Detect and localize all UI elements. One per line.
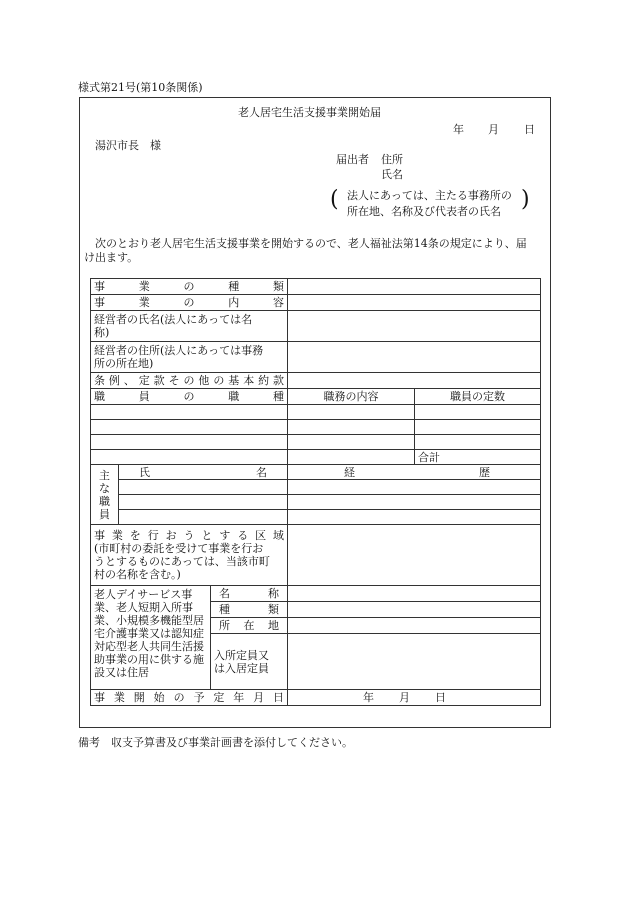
staff-quota-cell[interactable] <box>415 420 541 435</box>
staff-quota-cell[interactable] <box>415 405 541 420</box>
staff-total-label: 合計 <box>418 450 441 464</box>
facility-type-label: 種類 <box>211 602 288 618</box>
main-staff-char: な <box>99 481 110 495</box>
application-table <box>90 278 541 706</box>
articles-value[interactable] <box>288 373 541 389</box>
start-date-day: 日 <box>435 691 447 704</box>
capacity-value[interactable] <box>288 634 541 690</box>
form-title: 老人居宅生活支援事業開始届 <box>238 106 381 119</box>
operator-name-value[interactable] <box>288 311 541 342</box>
facility-line: 業、老人短期入所事 <box>94 601 193 614</box>
area-line3: うとするものにあっては、当該市町 <box>94 555 270 568</box>
operator-name-label <box>91 311 288 342</box>
facility-name-value[interactable] <box>288 586 541 602</box>
addressee: 湯沢市長 様 <box>95 139 161 152</box>
capacity-line2: は入居定員 <box>214 661 269 675</box>
bracket-left: ( <box>330 187 339 212</box>
facility-name-label: 名称 <box>211 586 288 602</box>
area-label <box>91 525 288 586</box>
date-month: 月 <box>488 123 499 136</box>
notifier-note-line1: 法人にあっては、主たる事務所の <box>347 189 512 202</box>
start-date-year: 年 <box>363 691 375 704</box>
main-staff-char: 主 <box>99 468 110 482</box>
facility-label <box>91 586 211 690</box>
facility-line: 設又は住居 <box>94 666 149 679</box>
notifier-address-label: 住所 <box>381 153 403 166</box>
capacity-label <box>211 634 288 690</box>
body-text-line2: け出ます。 <box>84 251 139 264</box>
main-staff-history-cell[interactable] <box>288 510 541 525</box>
staff-type-cell[interactable] <box>91 435 288 450</box>
business-content-value[interactable] <box>288 295 541 311</box>
main-staff-label <box>91 465 119 525</box>
facility-line: 助事業の用に供する施 <box>94 653 204 666</box>
main-staff-name-cell[interactable] <box>119 495 288 510</box>
area-line4: 村の名称を含む。) <box>94 568 181 581</box>
facility-location-value[interactable] <box>288 618 541 634</box>
operator-address-value[interactable] <box>288 342 541 373</box>
main-staff-name-header: 氏名 <box>119 465 288 480</box>
staff-duties-cell[interactable] <box>288 435 415 450</box>
facility-line: 業、小規模多機能型居 <box>94 614 204 627</box>
footnote: 備考 収支予算書及び事業計画書を添付してください。 <box>78 736 353 749</box>
facility-type-value[interactable] <box>288 602 541 618</box>
business-content-label: 事業の内容 <box>91 295 288 311</box>
bracket-right: ) <box>521 187 530 212</box>
staff-duties-header: 職務の内容 <box>288 389 415 405</box>
area-value[interactable] <box>288 525 541 586</box>
operator-name-line2: 称) <box>94 326 110 339</box>
operator-address-line2: 所の所在地) <box>94 357 154 370</box>
staff-duties-cell[interactable] <box>288 450 415 465</box>
body-text-line1: 次のとおり老人居宅生活支援事業を開始するので、老人福祉法第14条の規定により、届 <box>95 237 527 250</box>
date-day: 日 <box>524 123 535 136</box>
facility-location-label: 所在地 <box>211 618 288 634</box>
main-staff-char: 職 <box>99 494 110 508</box>
staff-total-cell <box>415 450 541 465</box>
area-line1: 事業を行おうとする区域 <box>94 529 285 542</box>
notifier-note-line2: 所在地、名称及び代表者の氏名 <box>347 205 501 218</box>
main-staff-char: 員 <box>99 507 110 521</box>
staff-duties-cell[interactable] <box>288 405 415 420</box>
staff-quota-header: 職員の定数 <box>415 389 541 405</box>
capacity-line1: 入所定員又 <box>214 648 269 662</box>
start-date-value[interactable] <box>288 690 541 706</box>
date-year: 年 <box>453 123 464 136</box>
notifier-name-label: 氏名 <box>381 168 403 181</box>
staff-duties-cell[interactable] <box>288 420 415 435</box>
business-type-label: 事業の種類 <box>91 279 288 295</box>
start-date-label: 事業開始の予定年月日 <box>91 690 288 706</box>
operator-address-label <box>91 342 288 373</box>
operator-address-line1: 経営者の住所(法人にあっては事務 <box>94 344 264 357</box>
facility-line: 宅介護事業又は認知症 <box>94 627 204 640</box>
articles-label: 条例、定款その他の基本約款 <box>91 373 288 389</box>
main-staff-history-cell[interactable] <box>288 480 541 495</box>
staff-type-cell[interactable] <box>91 420 288 435</box>
area-line2: (市町村の委託を受けて事業を行お <box>94 542 264 555</box>
staff-type-cell[interactable] <box>91 405 288 420</box>
start-date-month: 月 <box>399 691 411 704</box>
staff-quota-cell[interactable] <box>415 435 541 450</box>
main-staff-history-header: 経歴 <box>288 465 541 480</box>
notifier-label: 届出者 <box>336 153 369 166</box>
operator-name-line1: 経営者の氏名(法人にあっては名 <box>94 313 253 326</box>
form-number: 様式第21号(第10条関係) <box>78 81 203 94</box>
main-staff-history-cell[interactable] <box>288 495 541 510</box>
facility-line: 対応型老人共同生活援 <box>94 640 204 653</box>
main-staff-name-cell[interactable] <box>119 480 288 495</box>
staff-type-cell[interactable] <box>91 450 288 465</box>
staff-type-header: 職員の職種 <box>91 389 288 405</box>
facility-line: 老人デイサービス事 <box>94 588 193 601</box>
business-type-value[interactable] <box>288 279 541 295</box>
main-staff-name-cell[interactable] <box>119 510 288 525</box>
